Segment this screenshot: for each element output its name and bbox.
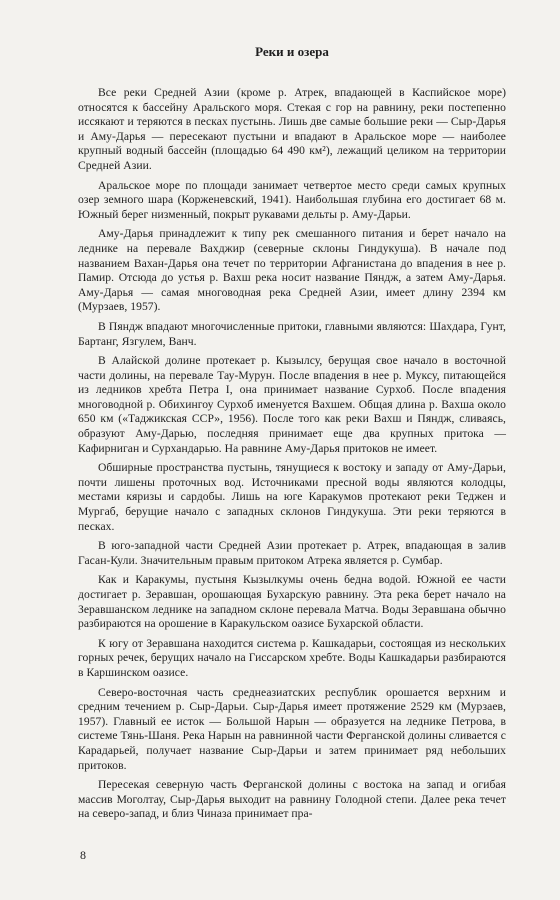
paragraph-atrek: В юго-западной части Средней Азии протекает р. Атрек, впадающая в залив Гасан-Кули. Значительным правым притоком Атрека является р. Сумбар. [78, 539, 506, 567]
paragraph-kyzylkum: Как и Каракумы, пустыня Кызылкумы очень бедна водой. Южной ее части достигает р. Зеравшан, орошающая Бухарскую равнину. Эта река берет начало на Зеравшанском леднике на западном склоне перевала Матча. Воды Зеравшана обычно разбираются на орошение в Каракульском оазисе Бухарской области. [78, 573, 506, 631]
paragraph-aral-sea: Аральское море по площади занимает четвертое место среди самых крупных озер земного шара (Корженевский, 1941). Наибольшая глубина его достигает 68 м. Южный берег низменный, покрыт рукавами дельты р. Аму-Дарьи. [78, 178, 506, 221]
section-title: Реки и озера [255, 44, 329, 59]
paragraph-kashkadarya: К югу от Зеравшана находится система р. Кашкадарьи, состоящая из нескольких горных речек, берущих начало на Гиссарском хребте. Воды Кашкадарьи разбираются в Каршинском оазисе. [78, 636, 506, 679]
paragraph-rivers-intro: Все реки Средней Азии (кроме р. Атрек, впадающей в Каспийское море) относятся к бассейну Аральского моря. Стекая с гор на равнину, реки постепенно иссякают и теряются в песках пустынь. Лишь две самые большие реки — Сыр-Дарья и Аму-Дарья — пересекают пустыни и впадают в Аральское море — наиболее крупный водный бассейн (площадью 64 490 км²), лежащий целиком на территории Средней Азии. [78, 86, 506, 172]
paragraph-syr-darya: Северо-восточная часть среднеазиатских республик орошается верхним и средним течением р. Сыр-Дарьи. Сыр-Дарья имеет протяжение 2529 км (Мурзаев, 1957). Главный ее исток — Большой Нарын — образуется на леднике Петрова, в системе Тянь-Шаня. Река Нарын на равнинной части Ферганской долины сливается с Карадарьей, получает название Сыр-Дарьи и затем принимает ряд небольших притоков. [78, 685, 506, 772]
paragraph-fergana: Пересекая северную часть Ферганской долины с востока на запад и огибая массив Моголтау, Сыр-Дарья выходит на равнину Голодной степи. Далее река течет на северо-запад, и близ Чиназа принимает пра- [78, 778, 506, 821]
paragraph-amu-darya: Аму-Дарья принадлежит к типу рек смешанного питания и берет начало на леднике на перевале Ваxджир (северные склоны Гиндукуша). В начале под названием Вахан-Дарья она течет по территории Афганистана до впадения в нее р. Памир. Отсюда до устья р. Вахш река носит название Пяндж, а затем Аму-Дарья. Аму-Дарья — самая многоводная река Средней Азии, имеет длину 2394 км (Мурзаев, 1957). [78, 227, 506, 314]
paragraph-pyanj-tributaries: В Пяндж впадают многочисленные притоки, главными являются: Шахдара, Гунт, Бартанг, Язгулем, Ванч. [78, 319, 506, 348]
paragraph-deserts: Обширные пространства пустынь, тянущиеся к востоку и западу от Аму-Дарьи, почти лишены проточных вод. Источниками пресной воды являются колодцы, местами кяризы и сардобы. Лишь на юге Каракумов протекают реки Теджен и Мургаб, берущие начало с западных склонов Гиндукуша. Эти реки теряются в песках. [78, 461, 506, 533]
paragraph-alai-valley: В Алайской долине протекает р. Кызылсу, берущая свое начало в восточной части долины, на перевале Тау-Мурун. После впадения в нее р. Муксу, питающейся из ледников хребта Петра I, она принимает название Сурхоб. После впадения многоводной р. Обихингоу Сурхоб именуется Вахшем. Общая длина р. Вахша около 650 км («Таджикская ССР», 1956). После того как реки Вахш и Пяндж, сливаясь, образуют Аму-Дарью, последняя принимает еще два крупных притока — Кафирниган и Сурхандарью. На равнине Аму-Дарья притоков не имеет. [78, 354, 506, 455]
page-number: 8 [80, 848, 86, 862]
